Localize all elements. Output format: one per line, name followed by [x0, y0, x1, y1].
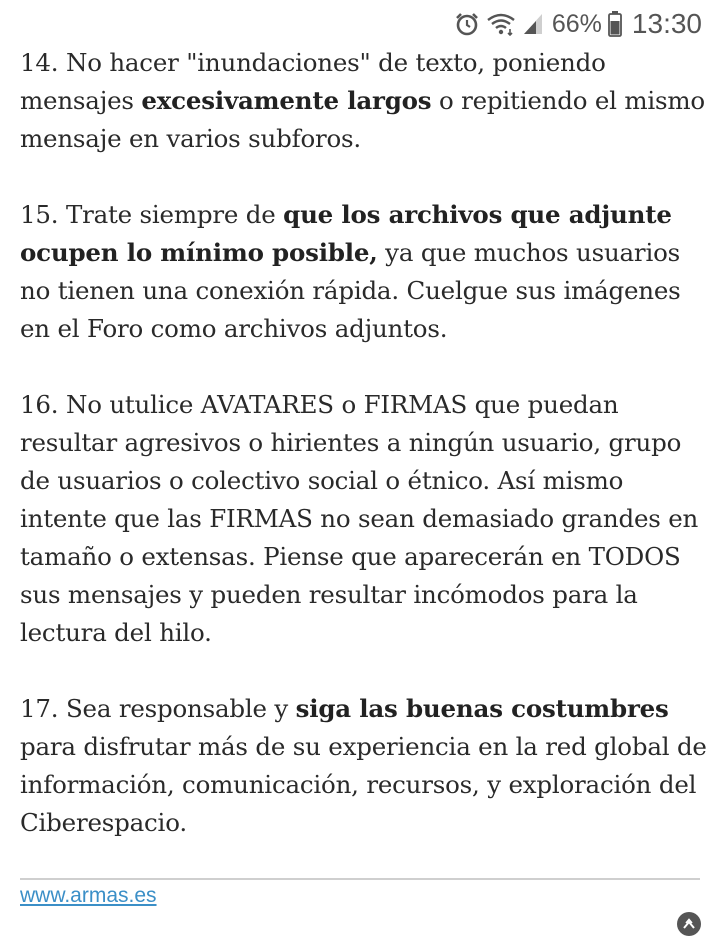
alarm-icon — [454, 11, 480, 37]
status-bar — [0, 0, 720, 48]
scroll-top-icon[interactable] — [677, 912, 701, 936]
rule-15-text-a: 15. Trate siempre de — [20, 200, 284, 229]
rule-17 — [20, 690, 710, 842]
rules-content — [20, 44, 710, 880]
rule-14-text-b: o repitiendo el mismo mensaje en varios subforos. — [20, 86, 705, 153]
rule-17-bold: siga las buenas costumbres — [295, 694, 669, 723]
battery-icon — [608, 11, 622, 37]
rule-17-text-a: 17. Sea responsable y — [20, 694, 296, 723]
battery-percent: 66% — [551, 9, 602, 38]
rule-16-text: 16. No utulice AVATARES o FIRMAS que puedan resultar agresivos o hirientes a ningún usuario, grupo de usuarios o colectivo social o étnico. Así mismo intente que las FIRMAS no sean demasiado grandes en tamaño o extensas. Piense que aparecerán en TODOS sus mensajes y pueden resultar incómodos para la lectura del hilo. — [20, 390, 699, 647]
site-link[interactable]: www.armas.es — [20, 884, 157, 907]
rule-14-bold: excesivamente largos — [141, 86, 432, 115]
signal-icon — [522, 12, 544, 36]
rule-15-bold: que los archivos que adjunte ocupen lo mínimo posible, — [20, 200, 672, 267]
rule-15-text-b: ya que muchos usuarios no tienen una conexión rápida. Cuelgue sus imágenes en el Foro como archivos adjuntos. — [20, 238, 681, 343]
rule-17-text-b: para disfrutar más de su experiencia en la red global de información, comunicación, recursos, y exploración del Ciberespacio. — [20, 732, 707, 837]
rule-14-text-a: 14. No hacer "inundaciones" de texto, poniendo mensajes — [20, 48, 606, 115]
clock: 13:30 — [631, 8, 702, 39]
rule-15 — [20, 196, 710, 348]
wifi-icon — [486, 12, 516, 36]
footer-divider — [20, 878, 700, 880]
rule-16 — [20, 386, 710, 652]
rule-14 — [20, 44, 710, 158]
